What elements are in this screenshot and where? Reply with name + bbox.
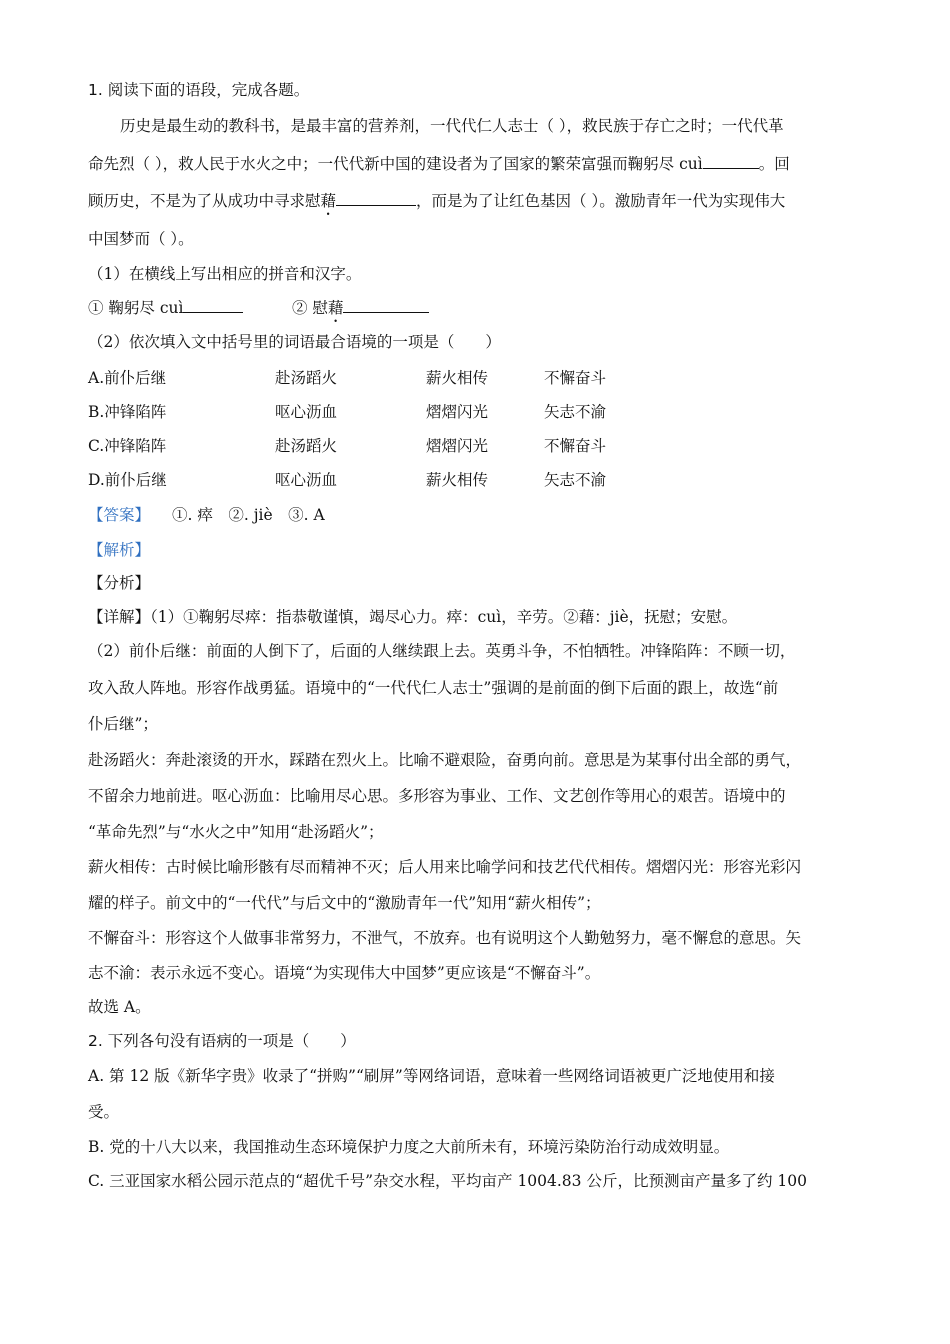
q2-option-a-line-1: A. 第 12 版《新华字贵》收录了“拼购”“刷屏”等网络词语，意味着一些网络词语被更广泛地使用和接 <box>88 1067 775 1085</box>
q2-option-c: C. 三亚国家水稻公园示范点的“超优千号”杂交水程，平均亩产 1004.83 公斤，比预测亩产量多了约 100 <box>88 1172 807 1190</box>
blank-cui <box>703 154 759 169</box>
blank-jie <box>336 191 416 206</box>
passage-line-3-tail: ，而是为了让红色基因（ ）。激励青年一代为实现伟大 <box>416 192 786 210</box>
passage-line-1: 历史是最生动的教科书，是最丰富的营养剂，一代代仁人志士（ ），救民族于存亡之时；一代代革 <box>120 117 784 135</box>
detail-line-5: 赴汤蹈火：奔赴滚烫的开水，踩踏在烈火上。比喻不避艰险，奋勇向前。意思是为某事付出全部的勇气， <box>88 751 802 769</box>
answer-line <box>88 505 325 525</box>
answer-blank-1 <box>183 298 243 313</box>
detail-line-9: 耀的样子。前文中的“一代代”与后文中的“激励青年一代”知用“薪火相传”； <box>88 894 601 912</box>
detail-line-4: 仆后继”； <box>88 715 158 733</box>
passage-line-3 <box>88 191 785 219</box>
item-2-dotted-char: 藉 <box>327 299 344 317</box>
option-d-word-3: 薪火相传 <box>426 471 489 489</box>
option-b-label: B.冲锋陷阵 <box>88 403 167 421</box>
passage-line-4: 中国梦而（ ）。 <box>88 230 194 248</box>
detail-line-3: 攻入敌人阵地。形容作战勇猛。语境中的“一代代仁人志士”强调的是前面的倒下后面的跟上，故选“前 <box>88 679 779 697</box>
detail-line-10: 不懈奋斗：形容这个人做事非常努力，不泄气，不放弃。也有说明这个人勤勉努力，毫不懈怠的意思。矢 <box>88 929 802 947</box>
q2-option-a-line-2: 受。 <box>88 1103 120 1121</box>
analysis-tag: 【解析】 <box>88 541 151 559</box>
option-a-label: A.前仆后继 <box>88 369 167 387</box>
sub-question-1-prompt: （1）在横线上写出相应的拼音和汉字。 <box>88 265 362 283</box>
option-c-word-2: 赴汤蹈火 <box>275 437 338 455</box>
fenxi-tag: 【分析】 <box>88 574 151 592</box>
sub-question-1-item-1 <box>88 298 243 318</box>
detail-line-8: 薪火相传：古时候比喻形骸有尽而精神不灭；后人用来比喻学问和技艺代代相传。熠熠闪光：形容光彩闪 <box>88 858 802 876</box>
option-c-word-3: 熠熠闪光 <box>426 437 489 455</box>
detail-line-6: 不留余力地前进。呕心沥血：比喻用尽心思。多形容为事业、工作、文艺创作等用心的艰苦。语境中的 <box>88 787 786 805</box>
option-b-word-3: 熠熠闪光 <box>426 403 489 421</box>
answer-text: ①. 瘁 ②. jiè ③. A <box>172 506 325 524</box>
option-a-word-3: 薪火相传 <box>426 369 489 387</box>
option-c-word-4: 不懈奋斗 <box>544 437 607 455</box>
answer-blank-2 <box>343 298 429 313</box>
dotted-char-jie: 藉 <box>320 192 337 210</box>
detail-line-2: （2）前仆后继：前面的人倒下了，后面的人继续跟上去。英勇斗争，不怕牺牲。冲锋陷阵：不顾一切， <box>88 642 796 660</box>
option-b-word-2: 呕心沥血 <box>275 403 338 421</box>
question-2-title: 2. 下列各句没有语病的一项是（ ） <box>88 1032 356 1050</box>
option-a-word-2: 赴汤蹈火 <box>275 369 338 387</box>
detail-line-1: 【详解】（1）①鞠躬尽瘁：指恭敬谨慎，竭尽心力。瘁：cuì，辛劳。②藉：jiè，抚慰；安慰。 <box>88 608 738 626</box>
q2-option-b: B. 党的十八大以来，我国推动生态环境保护力度之大前所未有，环境污染防治行动成效明显。 <box>88 1138 730 1156</box>
passage-line-2-text: 命先烈（ ），救人民于水火之中；一代代新中国的建设者为了国家的繁荣富强而鞠躬尽 cuì <box>88 155 703 173</box>
item-1-text: ① 鞠躬尽 cuì <box>88 299 184 317</box>
detail-line-7: “革命先烈”与“水火之中”知用“赴汤蹈火”； <box>88 823 384 841</box>
option-d-word-2: 呕心沥血 <box>275 471 338 489</box>
option-a-word-4: 不懈奋斗 <box>544 369 607 387</box>
item-2-text: ② 慰 <box>292 299 328 317</box>
answer-tag: 【答案】 <box>88 506 151 524</box>
passage-line-2-tail: 。回 <box>758 155 790 173</box>
sub-question-1-item-2 <box>292 298 429 326</box>
detail-line-11: 志不渝：表示永远不变心。语境“为实现伟大中国梦”更应该是“不懈奋斗”。 <box>88 964 601 982</box>
sub-question-2-prompt: （2）依次填入文中括号里的词语最合语境的一项是（ ） <box>88 333 501 351</box>
option-d-word-4: 矢志不渝 <box>544 471 607 489</box>
passage-line-3-text: 顾历史，不是为了从成功中寻求慰 <box>88 192 321 210</box>
detail-line-12: 故选 A。 <box>88 998 151 1016</box>
passage-line-2 <box>88 154 790 174</box>
option-d-label: D.前仆后继 <box>88 471 167 489</box>
question-1-title: 1. 阅读下面的语段，完成各题。 <box>88 81 310 99</box>
option-c-label: C.冲锋陷阵 <box>88 437 167 455</box>
option-b-word-4: 矢志不渝 <box>544 403 607 421</box>
